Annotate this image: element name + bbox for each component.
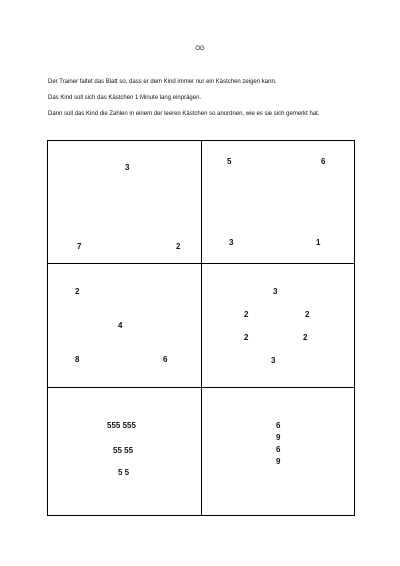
cell-number: 2	[176, 242, 181, 251]
cell-number: 3	[125, 163, 130, 172]
cell-number: 9	[276, 433, 281, 442]
cell-number: 9	[276, 457, 281, 466]
cell-number: 5	[227, 157, 232, 166]
cell-number: 1	[316, 238, 321, 247]
cell-number: 2	[305, 310, 310, 319]
grid-divider-horizontal	[48, 263, 354, 264]
cell-number: 6	[276, 421, 281, 430]
page-title: OG	[195, 46, 205, 52]
instruction-line: Das Kind soll sich das Kästchen 1 Minute lang einprägen.	[48, 95, 202, 101]
instruction-line: Der Trainer faltet das Blatt so, dass er dem Kind immer nur ein Kästchen zeigen kann.	[48, 79, 277, 85]
instructions	[48, 78, 368, 126]
grid-divider-horizontal	[48, 387, 354, 388]
cell-number: 2	[303, 333, 308, 342]
cell-number: 55 55	[113, 446, 134, 455]
cell-number: 3	[271, 356, 276, 365]
instruction-line: Dann soll das Kind die Zahlen in einem der leeren Kästchen so anordnen, wie es sie sich gemerkt hat.	[48, 111, 320, 117]
cell-number: 2	[244, 333, 249, 342]
cell-number: 3	[229, 238, 234, 247]
grid-divider-vertical	[201, 141, 202, 515]
memory-grid	[47, 140, 355, 516]
cell-number: 6	[321, 157, 326, 166]
cell-number: 2	[75, 287, 80, 296]
cell-number: 6	[163, 355, 168, 364]
cell-number: 555 555	[107, 421, 136, 430]
cell-number: 5 5	[118, 468, 130, 477]
cell-number: 2	[244, 310, 249, 319]
cell-number: 4	[118, 321, 123, 330]
cell-number: 8	[75, 355, 80, 364]
cell-number: 6	[276, 445, 281, 454]
cell-number: 7	[77, 242, 82, 251]
cell-number: 3	[273, 287, 278, 296]
